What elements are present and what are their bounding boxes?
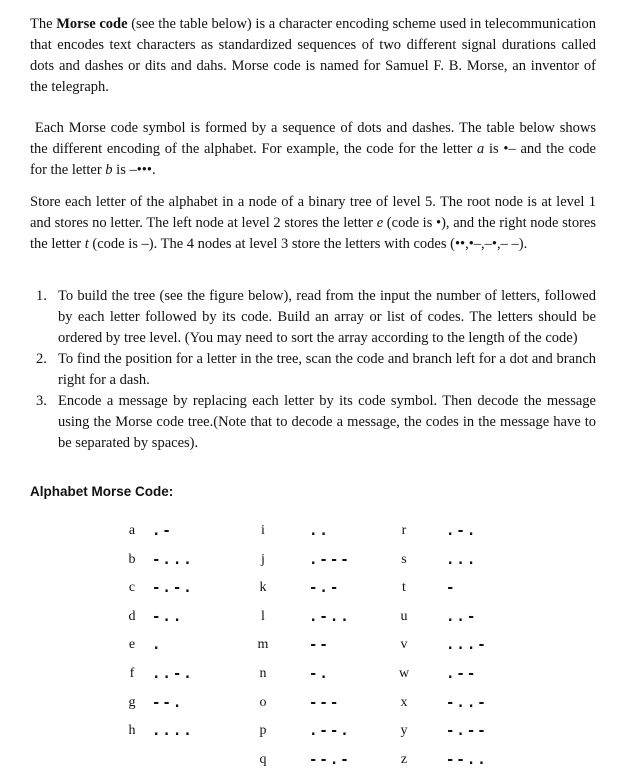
morse-letter-s: s bbox=[401, 551, 407, 567]
morse-letter-t: t bbox=[402, 580, 406, 596]
morse-code-z: --.. bbox=[446, 751, 488, 768]
morse-letter-w: w bbox=[398, 666, 410, 681]
encoding-text-1: Each Morse code symbol is formed by a sequence of dots and dashes. The table below shows the different encoding of the alphabet. For example, the code for the letter bbox=[30, 120, 597, 157]
morse-letter-f: f bbox=[129, 666, 135, 681]
list-number: 3. bbox=[36, 393, 47, 409]
tree-text-1: Store each letter of the alphabet in a node of a binary tree of level 5. The root node is at level 1 and stores no letter. The left node at level 2 stores the letter bbox=[30, 194, 596, 231]
table-heading: Alphabet Morse Code: bbox=[30, 484, 174, 499]
intro-text-1: The bbox=[30, 16, 57, 32]
morse-letter-g: g bbox=[128, 694, 136, 710]
letter-a-italic: a bbox=[477, 141, 485, 157]
morse-letter-e: e bbox=[128, 637, 136, 653]
morse-code-e: . bbox=[152, 637, 163, 654]
morse-code-m: -- bbox=[309, 637, 330, 654]
morse-code-o: --- bbox=[309, 694, 341, 711]
morse-letter-j: j bbox=[261, 551, 265, 567]
morse-code-j: .--- bbox=[309, 551, 351, 568]
morse-code-r: .-. bbox=[446, 523, 478, 539]
encoding-paragraph bbox=[30, 118, 596, 181]
morse-letter-u: u bbox=[400, 608, 408, 624]
morse-letter-h: h bbox=[128, 723, 136, 739]
morse-letter-k: k bbox=[259, 580, 267, 596]
morse-letter-i: i bbox=[261, 523, 265, 538]
list-text: To find the position for a letter in the tree, scan the code and branch left for a dot and branch right for a dash. bbox=[58, 351, 596, 388]
list-item bbox=[30, 391, 596, 454]
morse-code-t: - bbox=[446, 580, 457, 597]
morse-letter-o: o bbox=[259, 694, 267, 710]
morse-code-term: Morse code bbox=[56, 16, 128, 32]
morse-code-b: -... bbox=[152, 551, 194, 568]
encoding-text-3: is –•••. bbox=[112, 162, 156, 178]
list-number: 1. bbox=[36, 288, 47, 304]
morse-code-k: -.- bbox=[309, 580, 341, 597]
morse-letter-y: y bbox=[400, 723, 408, 739]
morse-code-u: ..- bbox=[446, 608, 478, 625]
morse-code-w: .-- bbox=[446, 666, 478, 682]
letter-e-italic: e bbox=[376, 215, 384, 231]
morse-code-x: -..- bbox=[446, 694, 488, 711]
morse-code-n: -. bbox=[309, 666, 330, 682]
list-number: 2. bbox=[36, 351, 47, 367]
morse-letter-a: a bbox=[128, 523, 136, 538]
list-item bbox=[30, 349, 596, 391]
morse-code-d: -.. bbox=[152, 608, 184, 625]
letter-b-italic: b bbox=[105, 162, 113, 178]
list-text: Encode a message by replacing each letter by its code symbol. Then decode the message using the Morse code tree.(Note that to decode a message, the codes in the message have to be separated by spaces). bbox=[58, 393, 596, 451]
intro-text-2: (see the table below) is a character encoding scheme used in telecommunication that encodes text characters as standardized sequences of two different signal durations called dots and dashes or dits and dahs. Morse code is named for Samuel F. B. Morse, an inventor of the telegraph. bbox=[30, 16, 597, 95]
morse-code-a: .- bbox=[152, 523, 173, 539]
morse-letter-d: d bbox=[128, 608, 136, 624]
instruction-list bbox=[30, 286, 596, 454]
morse-letter-p: p bbox=[259, 723, 267, 739]
morse-letter-b: b bbox=[128, 551, 136, 567]
morse-letter-x: x bbox=[400, 694, 408, 710]
morse-letter-q: q bbox=[259, 751, 267, 767]
morse-letter-z: z bbox=[400, 751, 408, 767]
morse-letter-m: m bbox=[257, 637, 269, 653]
morse-letter-r: r bbox=[401, 523, 407, 538]
tree-text-2: (code is •), and the right node stores the letter bbox=[30, 215, 596, 252]
tree-text-3: (code is –). The 4 nodes at level 3 store the letters with codes (••,•–,–•,– –). bbox=[88, 236, 528, 252]
list-item bbox=[30, 286, 596, 349]
morse-code-v: ...- bbox=[446, 637, 488, 654]
morse-code-s: ... bbox=[446, 551, 478, 568]
list-text: To build the tree (see the figure below), read from the input the number of letters, followed by each letter followed by its code. Build an array or list of codes. The letters should be ordered by tree level. (You may need to sort the array according to the length of the code) bbox=[58, 288, 596, 346]
morse-code-f: ..-. bbox=[152, 666, 194, 682]
morse-letter-n: n bbox=[259, 666, 267, 681]
morse-letter-v: v bbox=[400, 637, 408, 653]
morse-code-g: --. bbox=[152, 694, 184, 711]
intro-paragraph bbox=[30, 14, 596, 98]
morse-letter-c: c bbox=[128, 580, 136, 596]
morse-code-l: .-.. bbox=[309, 608, 351, 625]
morse-code-i: .. bbox=[309, 523, 330, 539]
letter-t-italic: t bbox=[84, 236, 89, 252]
encoding-text-2: is •– and the code for the letter bbox=[30, 141, 596, 178]
morse-code-p: .--. bbox=[309, 723, 351, 740]
morse-code-y: -.-- bbox=[446, 723, 488, 740]
morse-code-c: -.-. bbox=[152, 580, 194, 597]
morse-code-h: .... bbox=[152, 723, 194, 740]
morse-code-q: --.- bbox=[309, 751, 351, 768]
tree-paragraph bbox=[30, 192, 596, 255]
morse-letter-l: l bbox=[261, 608, 265, 624]
